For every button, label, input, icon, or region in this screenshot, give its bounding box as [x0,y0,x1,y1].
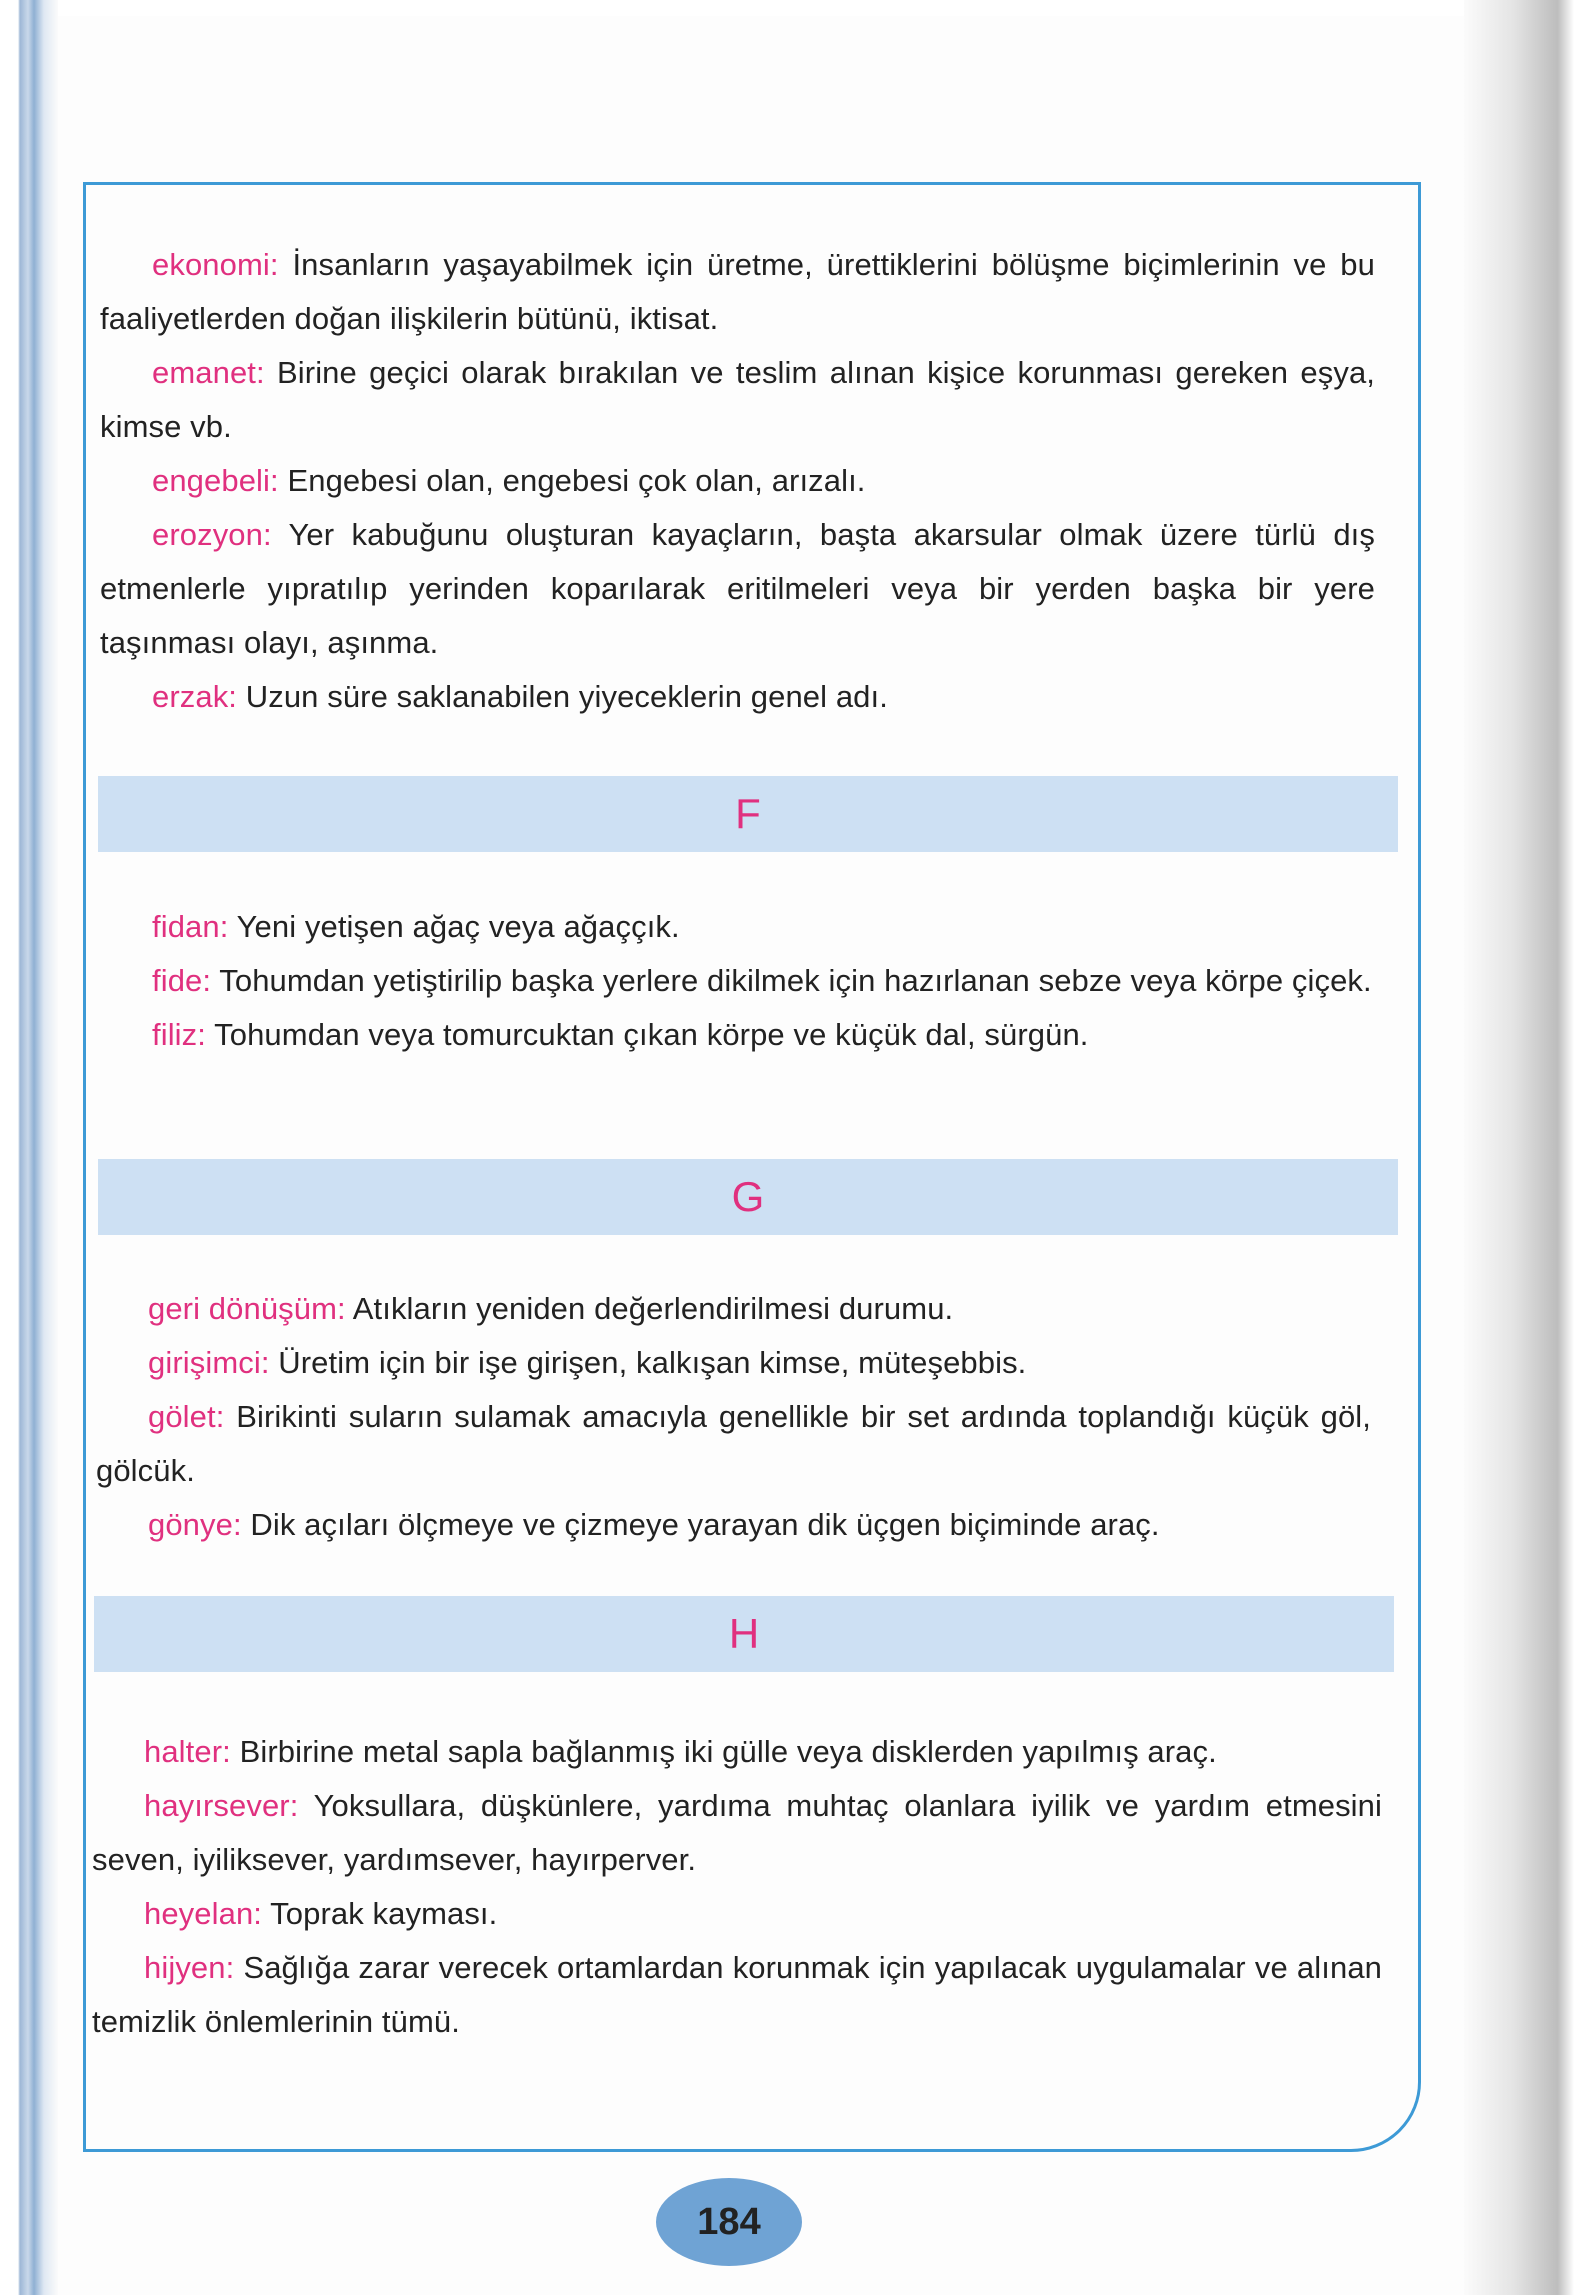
term: girişimci: [148,1345,270,1380]
glossary-entry [100,954,1375,1008]
definition: İnsanların yaşayabilmek için üretme, ürettiklerini bölüşme biçimlerinin ve bu faaliyetlerden doğan ilişkilerin bütünü, iktisat. [100,247,1375,336]
glossary-entry [100,346,1375,454]
term: erozyon: [152,517,272,552]
letter-band-g [98,1159,1398,1235]
term: gölet: [148,1399,225,1434]
definition: Uzun süre saklanabilen yiyeceklerin genel adı. [237,679,888,714]
glossary-entry [100,508,1375,670]
term: gönye: [148,1507,242,1542]
letter-heading: G [731,1173,765,1220]
definition: Yeni yetişen ağaç veya ağaççık. [228,909,680,944]
section-f [100,900,1375,1062]
page-left-edge [0,0,58,2295]
definition: Atıkların yeniden değerlendirilmesi durumu. [345,1291,954,1326]
glossary-entry [96,1336,1371,1390]
definition: Birikinti suların sulamak amacıyla genellikle bir set ardında toplandığı küçük göl, gölcük. [96,1399,1371,1488]
definition: Yer kabuğunu oluşturan kayaçların, başta akarsular olmak üzere türlü dış etmenlerle yıpratılıp yerinden koparılarak eritilmeleri veya bir yerden başka bir yere taşınması olayı, aşınma. [100,517,1375,660]
glossary-entry [92,1725,1382,1779]
term: fide: [152,963,212,998]
letter-heading: H [728,1610,760,1657]
term: halter: [144,1734,231,1769]
term: emanet: [152,355,265,390]
definition: Tohumdan yetiştirilip başka yerlere dikilmek için hazırlanan sebze veya körpe çiçek. [211,963,1372,998]
section-e [100,238,1375,724]
definition: Birbirine metal sapla bağlanmış iki gülle veya disklerden yapılmış araç. [230,1734,1217,1769]
letter-band-h [94,1596,1394,1672]
glossary-entry [100,1008,1375,1062]
page-number-badge: 184 [656,2178,802,2266]
definition: Sağlığa zarar verecek ortamlardan korunmak için yapılacak uygulamalar ve alınan temizlik önlemlerinin tümü. [92,1950,1382,2039]
definition: Üretim için bir işe girişen, kalkışan kimse, müteşebbis. [269,1345,1027,1380]
term: filiz: [152,1017,206,1052]
glossary-entry [100,900,1375,954]
glossary-entry [100,238,1375,346]
term: geri dönüşüm: [148,1291,346,1326]
glossary-entry [92,1779,1382,1887]
term: hijyen: [144,1950,235,1985]
glossary-entry [96,1390,1371,1498]
section-g [96,1282,1371,1552]
term: heyelan: [144,1896,263,1931]
definition: Yoksullara, düşkünlere, yardıma muhtaç olanlara iyilik ve yardım etmesini seven, iyiliksever, yardımsever, hayırperver. [92,1788,1382,1877]
glossary-entry [100,670,1375,724]
term: fidan: [152,909,229,944]
definition: Tohumdan veya tomurcuktan çıkan körpe ve küçük dal, sürgün. [206,1017,1089,1052]
page-binding-shadow [1464,0,1574,2295]
definition: Toprak kayması. [262,1896,498,1931]
page-top-margin [0,0,1574,16]
section-h [92,1725,1382,2049]
definition: Dik açıları ölçmeye ve çizmeye yarayan dik üçgen biçiminde araç. [241,1507,1160,1542]
glossary-entry [92,1941,1382,2049]
glossary-entry [96,1498,1371,1552]
glossary-entry [92,1887,1382,1941]
term: engebeli: [152,463,279,498]
term: ekonomi: [152,247,279,282]
glossary-entry [96,1282,1371,1336]
term: erzak: [152,679,238,714]
letter-band-f [98,776,1398,852]
letter-heading: F [735,790,761,837]
glossary-entry [100,454,1375,508]
definition: Birine geçici olarak bırakılan ve teslim alınan kişice korunması gereken eşya, kimse vb. [100,355,1375,444]
definition: Engebesi olan, engebesi çok olan, arızalı. [278,463,866,498]
term: hayırsever: [144,1788,299,1823]
